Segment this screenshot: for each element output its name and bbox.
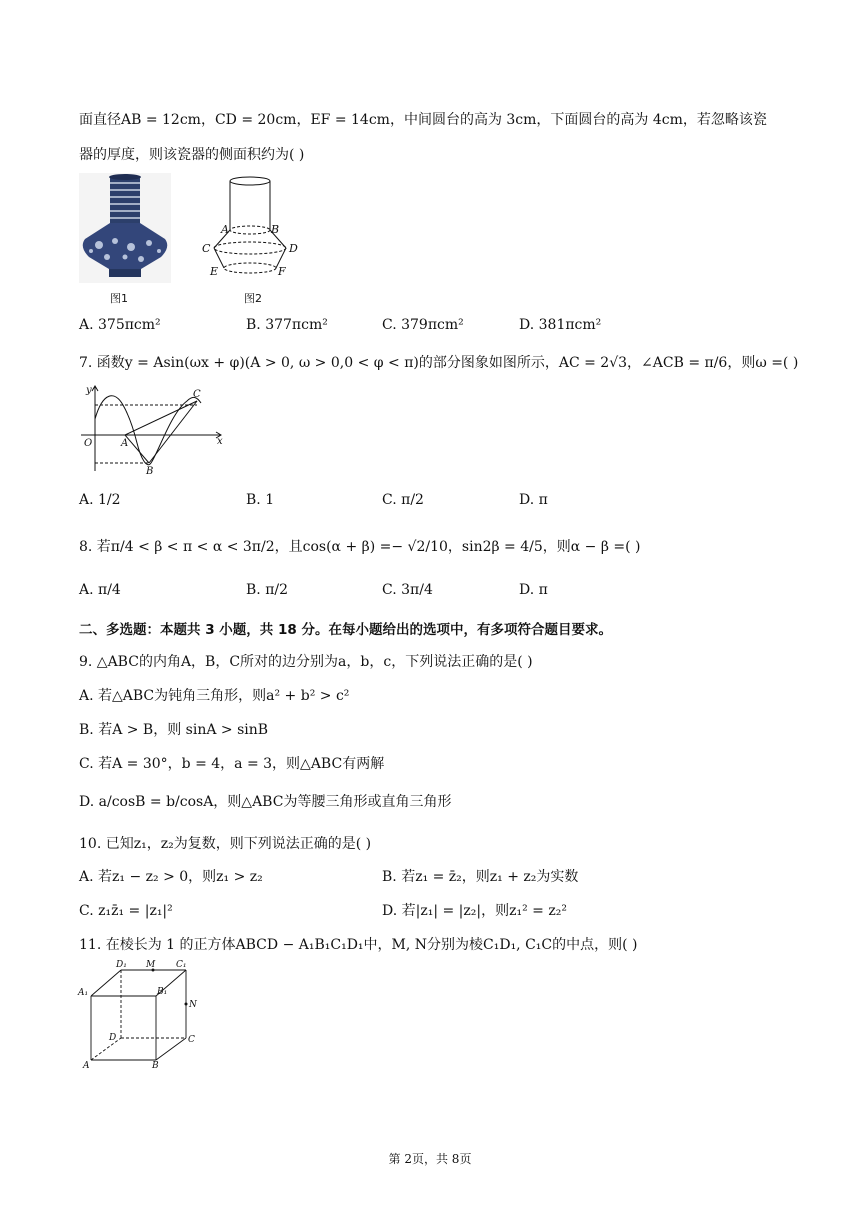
- graph-label-o: O: [84, 438, 93, 449]
- cube-label-d: D: [109, 1033, 117, 1043]
- q8-option-b[interactable]: B. π/2: [246, 582, 289, 598]
- q7-option-d[interactable]: D. π: [519, 492, 548, 508]
- graph-label-x: x: [217, 436, 223, 447]
- fig2-label-c: C: [202, 242, 211, 255]
- q9-option-c[interactable]: C. 若A = 30°，b = 4，a = 3，则△ABC有两解: [79, 756, 385, 772]
- q9-option-b[interactable]: B. 若A > B，则 sinA > sinB: [79, 722, 269, 738]
- q8-option-a[interactable]: A. π/4: [79, 582, 121, 598]
- q9-text: 9. △ABC的内角A，B，C所对的边分别为a，b，c，下列说法正确的是( ): [79, 654, 533, 670]
- q6-option-a[interactable]: A. 375πcm²: [79, 317, 161, 333]
- q8-option-c[interactable]: C. 3π/4: [382, 582, 433, 598]
- q10-option-a[interactable]: A. 若z₁ − z₂ > 0，则z₁ > z₂: [79, 869, 263, 885]
- q6-option-b[interactable]: B. 377πcm²: [246, 317, 328, 333]
- q6-line-2: 器的厚度，则该瓷器的侧面积约为( ): [79, 147, 305, 163]
- fig2-caption: 图2: [244, 292, 262, 305]
- q7-option-b[interactable]: B. 1: [246, 492, 275, 508]
- q8-option-d[interactable]: D. π: [519, 582, 548, 598]
- q9-option-a[interactable]: A. 若△ABC为钝角三角形，则a² + b² > c²: [79, 688, 350, 704]
- cube-label-a: A: [83, 1061, 90, 1071]
- q7-option-a[interactable]: A. 1/2: [79, 492, 121, 508]
- q7-text: 7. 函数y = Asin(ωx + φ)(A > 0, ω > 0,0 < φ < π)的部分图象如图所示，AC = 2√3，∠ACB = π/6，则ω =( ): [79, 355, 799, 371]
- page-footer: 第 2页，共 8页: [388, 1152, 472, 1166]
- cube-label-c: C: [188, 1035, 195, 1045]
- q10-option-d[interactable]: D. 若|z₁| = |z₂|，则z₁² = z₂²: [382, 903, 567, 919]
- cube-diagram: [76, 960, 206, 1072]
- q11-text: 11. 在棱长为 1 的正方体ABCD − A₁B₁C₁D₁中，M, N分别为棱C₁D₁, C₁C的中点，则( ): [79, 937, 638, 953]
- q6-line-1: 面直径AB = 12cm，CD = 20cm，EF = 14cm，中间圆台的高为 3cm，下面圆台的高为 4cm，若忽略该瓷: [79, 112, 767, 128]
- q10-option-b[interactable]: B. 若z₁ = z̄₂，则z₁ + z₂为实数: [382, 869, 579, 885]
- fig1-caption: 图1: [110, 292, 128, 305]
- vase-photo: [79, 173, 171, 283]
- section-2-heading: 二、多选题：本题共 3 小题，共 18 分。在每小题给出的选项中，有多项符合题目要求。: [79, 622, 612, 638]
- cube-label-b1: B₁: [157, 987, 168, 997]
- fig2-label-a: A: [221, 223, 229, 236]
- q7-option-c[interactable]: C. π/2: [382, 492, 424, 508]
- cube-label-n: N: [189, 1000, 197, 1010]
- graph-label-c: C: [193, 389, 201, 400]
- cube-label-b: B: [152, 1061, 159, 1071]
- graph-label-b: B: [146, 466, 154, 475]
- fig2-label-d: D: [289, 242, 298, 255]
- q10-option-c[interactable]: C. z₁z̄₁ = |z₁|²: [79, 903, 173, 919]
- cube-label-d1: D₁: [116, 960, 127, 970]
- fig2-label-b: B: [271, 223, 280, 236]
- q10-text: 10. 已知z₁，z₂为复数，则下列说法正确的是( ): [79, 836, 372, 852]
- graph-label-a: A: [121, 438, 129, 449]
- fig2-label-f: F: [278, 265, 286, 278]
- vase-diagram: [198, 173, 308, 281]
- cube-label-c1: C₁: [176, 960, 187, 970]
- q6-option-c[interactable]: C. 379πcm²: [382, 317, 464, 333]
- graph-label-y: y: [86, 385, 92, 396]
- cube-label-m: M: [146, 960, 156, 970]
- sine-graph: [79, 383, 229, 475]
- q9-option-d[interactable]: D. a/cosB = b/cosA，则△ABC为等腰三角形或直角三角形: [79, 794, 452, 810]
- cube-label-a1: A₁: [78, 988, 89, 998]
- q8-text: 8. 若π/4 < β < π < α < 3π/2，且cos(α + β) =− √2/10，sin2β = 4/5，则α − β =( ): [79, 539, 641, 555]
- q6-option-d[interactable]: D. 381πcm²: [519, 317, 602, 333]
- fig2-label-e: E: [210, 265, 219, 278]
